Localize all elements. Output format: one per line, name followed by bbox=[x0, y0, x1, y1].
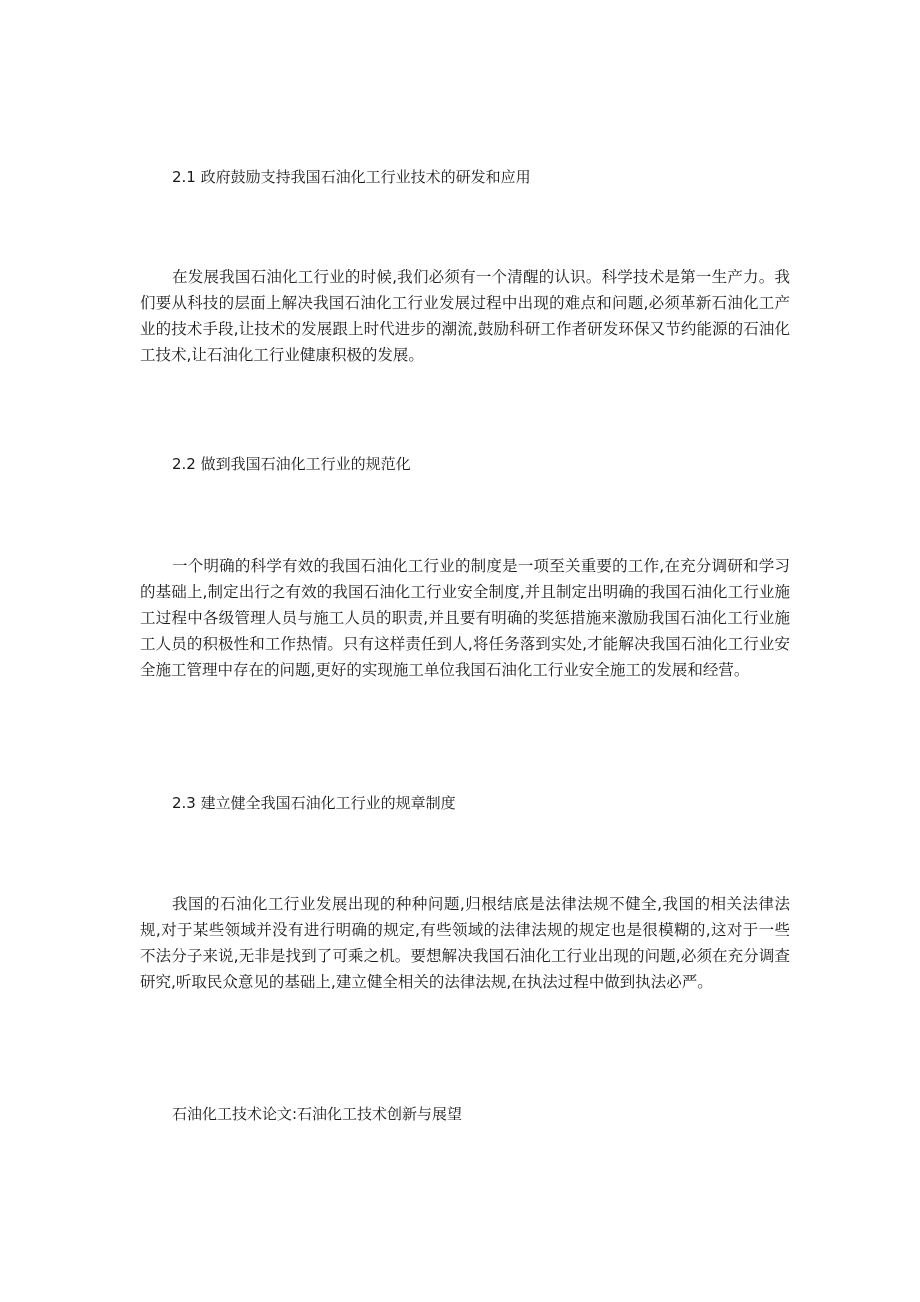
section-paragraph-2-1: 在发展我国石油化工行业的时候,我们必须有一个清醒的认识。科学技术是第一生产力。我们要从科技的层面上解决我国石油化工行业发展过程中出现的难点和问题,必须革新石油化工产业的技术手段,让技术的发展跟上时代进步的潮流,鼓励科研工作者研发环保又节约能源的石油化工技术,让石油化工行业健康积极的发展。 bbox=[140, 268, 790, 364]
section-heading-2-2: 2.2 做到我国石油化工行业的规范化 bbox=[172, 455, 411, 473]
section-heading-2-1: 2.1 政府鼓励支持我国石油化工行业技术的研发和应用 bbox=[172, 168, 531, 186]
closing-title: 石油化工技术论文:石油化工技术创新与展望 bbox=[172, 1105, 463, 1123]
section-heading-2-3: 2.3 建立健全我国石油化工行业的规章制度 bbox=[172, 794, 456, 812]
section-paragraph-2-2: 一个明确的科学有效的我国石油化工行业的制度是一项至关重要的工作,在充分调研和学习的基础上,制定出行之有效的我国石油化工行业安全制度,并且制定出明确的我国石油化工行业施工过程中各级管理人员与施工人员的职责,并且要有明确的奖惩措施来激励我国石油化工行业施工人员的积极性和工作热情。只有这样责任到人,将任务落到实处,才能解决我国石油化工行业安全施工管理中存在的问题,更好的实现施工单位我国石油化工行业安全施工的发展和经营。 bbox=[140, 557, 790, 679]
section-paragraph-2-3: 我国的石油化工行业发展出现的种种问题,归根结底是法律法规不健全,我国的相关法律法规,对于某些领域并没有进行明确的规定,有些领域的法律法规的规定也是很模糊的,这对于一些不法分子来说,无非是找到了可乘之机。要想解决我国石油化工行业出现的问题,必须在充分调查研究,听取民众意见的基础上,建立健全相关的法律法规,在执法过程中做到执法必严。 bbox=[140, 895, 790, 991]
